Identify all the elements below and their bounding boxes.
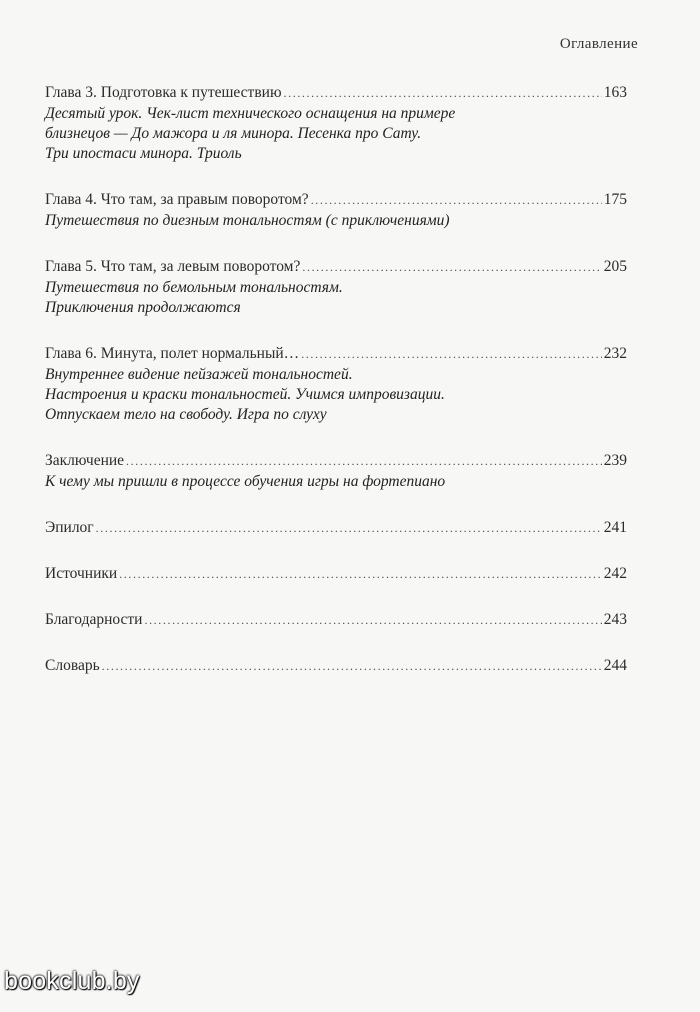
description-line: К чему мы пришли в процессе обучения игры на фортепиано (45, 473, 446, 490)
toc-entry-sources (45, 563, 627, 585)
dot-leader (119, 563, 602, 585)
dot-leader (126, 450, 602, 472)
dot-leader (96, 517, 602, 539)
toc-entry-title: Благодарности (45, 611, 143, 628)
toc-entry-description (45, 472, 627, 492)
toc-entry-line (45, 609, 627, 631)
description-line: Приключения продолжаются (45, 299, 241, 316)
watermark: bookclub.by (4, 967, 140, 995)
description-line: Три ипостаси минора. Триоль (45, 145, 242, 162)
toc-page-number: 232 (603, 345, 627, 362)
toc-entry-title: Глава 3. Подготовка к путешествию (45, 84, 282, 101)
toc-entry-title: Глава 4. Что там, за правым поворотом? (45, 191, 309, 208)
toc-entry-line (45, 343, 627, 365)
toc-entry-line (45, 563, 627, 585)
toc-page-number: 175 (603, 191, 627, 208)
dot-leader (144, 609, 601, 631)
dot-leader (302, 256, 601, 278)
toc-entry-chapter-4 (45, 189, 627, 231)
toc-entry-title: Глава 5. Что там, за левым поворотом? (45, 258, 301, 275)
toc-entry-chapter-6 (45, 343, 627, 425)
toc-entry-title: Заключение (45, 452, 125, 469)
table-of-contents (45, 82, 627, 677)
toc-entry-glossary (45, 655, 627, 677)
toc-entry-line (45, 82, 627, 104)
toc-entry-title: Эпилог (45, 519, 94, 536)
toc-entry-line (45, 189, 627, 211)
toc-page-number: 163 (603, 84, 627, 101)
toc-entry-description (45, 104, 627, 164)
dot-leader (102, 655, 602, 677)
toc-entry-acknowledgements (45, 609, 627, 631)
toc-entry-description (45, 278, 627, 318)
toc-entry-line (45, 450, 627, 472)
toc-entry-chapter-5 (45, 256, 627, 318)
toc-entry-conclusion (45, 450, 627, 492)
toc-entry-line (45, 517, 627, 539)
toc-entry-title: Глава 6. Минута, полет нормальный… (45, 345, 300, 362)
description-line: Отпускаем тело на свободу. Игра по слуху (45, 406, 327, 423)
toc-entry-epilogue (45, 517, 627, 539)
toc-entry-title: Словарь (45, 657, 100, 674)
toc-entry-chapter-3 (45, 82, 627, 164)
toc-entry-description (45, 365, 627, 425)
description-line: Путешествия по диезным тональностям (с приключениями) (45, 212, 450, 229)
description-line: Десятый урок. Чек-лист технического оснащения на примере (45, 105, 456, 122)
toc-page-number: 243 (603, 611, 627, 628)
toc-entry-line (45, 256, 627, 278)
description-line: Настроения и краски тональностей. Учимся импровизации. (45, 386, 445, 403)
toc-page-number: 239 (603, 452, 627, 469)
toc-entry-description (45, 211, 627, 231)
toc-page-number: 242 (603, 565, 627, 582)
dot-leader (311, 189, 602, 211)
dot-leader (301, 343, 602, 365)
toc-page-number: 205 (603, 258, 627, 275)
description-line: Внутреннее видение пейзажей тональностей. (45, 366, 353, 383)
dot-leader (284, 82, 602, 104)
toc-page-number: 241 (603, 519, 627, 536)
running-head: Оглавление (559, 36, 638, 52)
description-line: близнецов — До мажора и ля минора. Песенка про Сату. (45, 125, 422, 142)
toc-entry-line (45, 655, 627, 677)
description-line: Путешествия по бемольным тональностям. (45, 279, 343, 296)
toc-entry-title: Источники (45, 565, 118, 582)
toc-page-number: 244 (603, 657, 627, 674)
